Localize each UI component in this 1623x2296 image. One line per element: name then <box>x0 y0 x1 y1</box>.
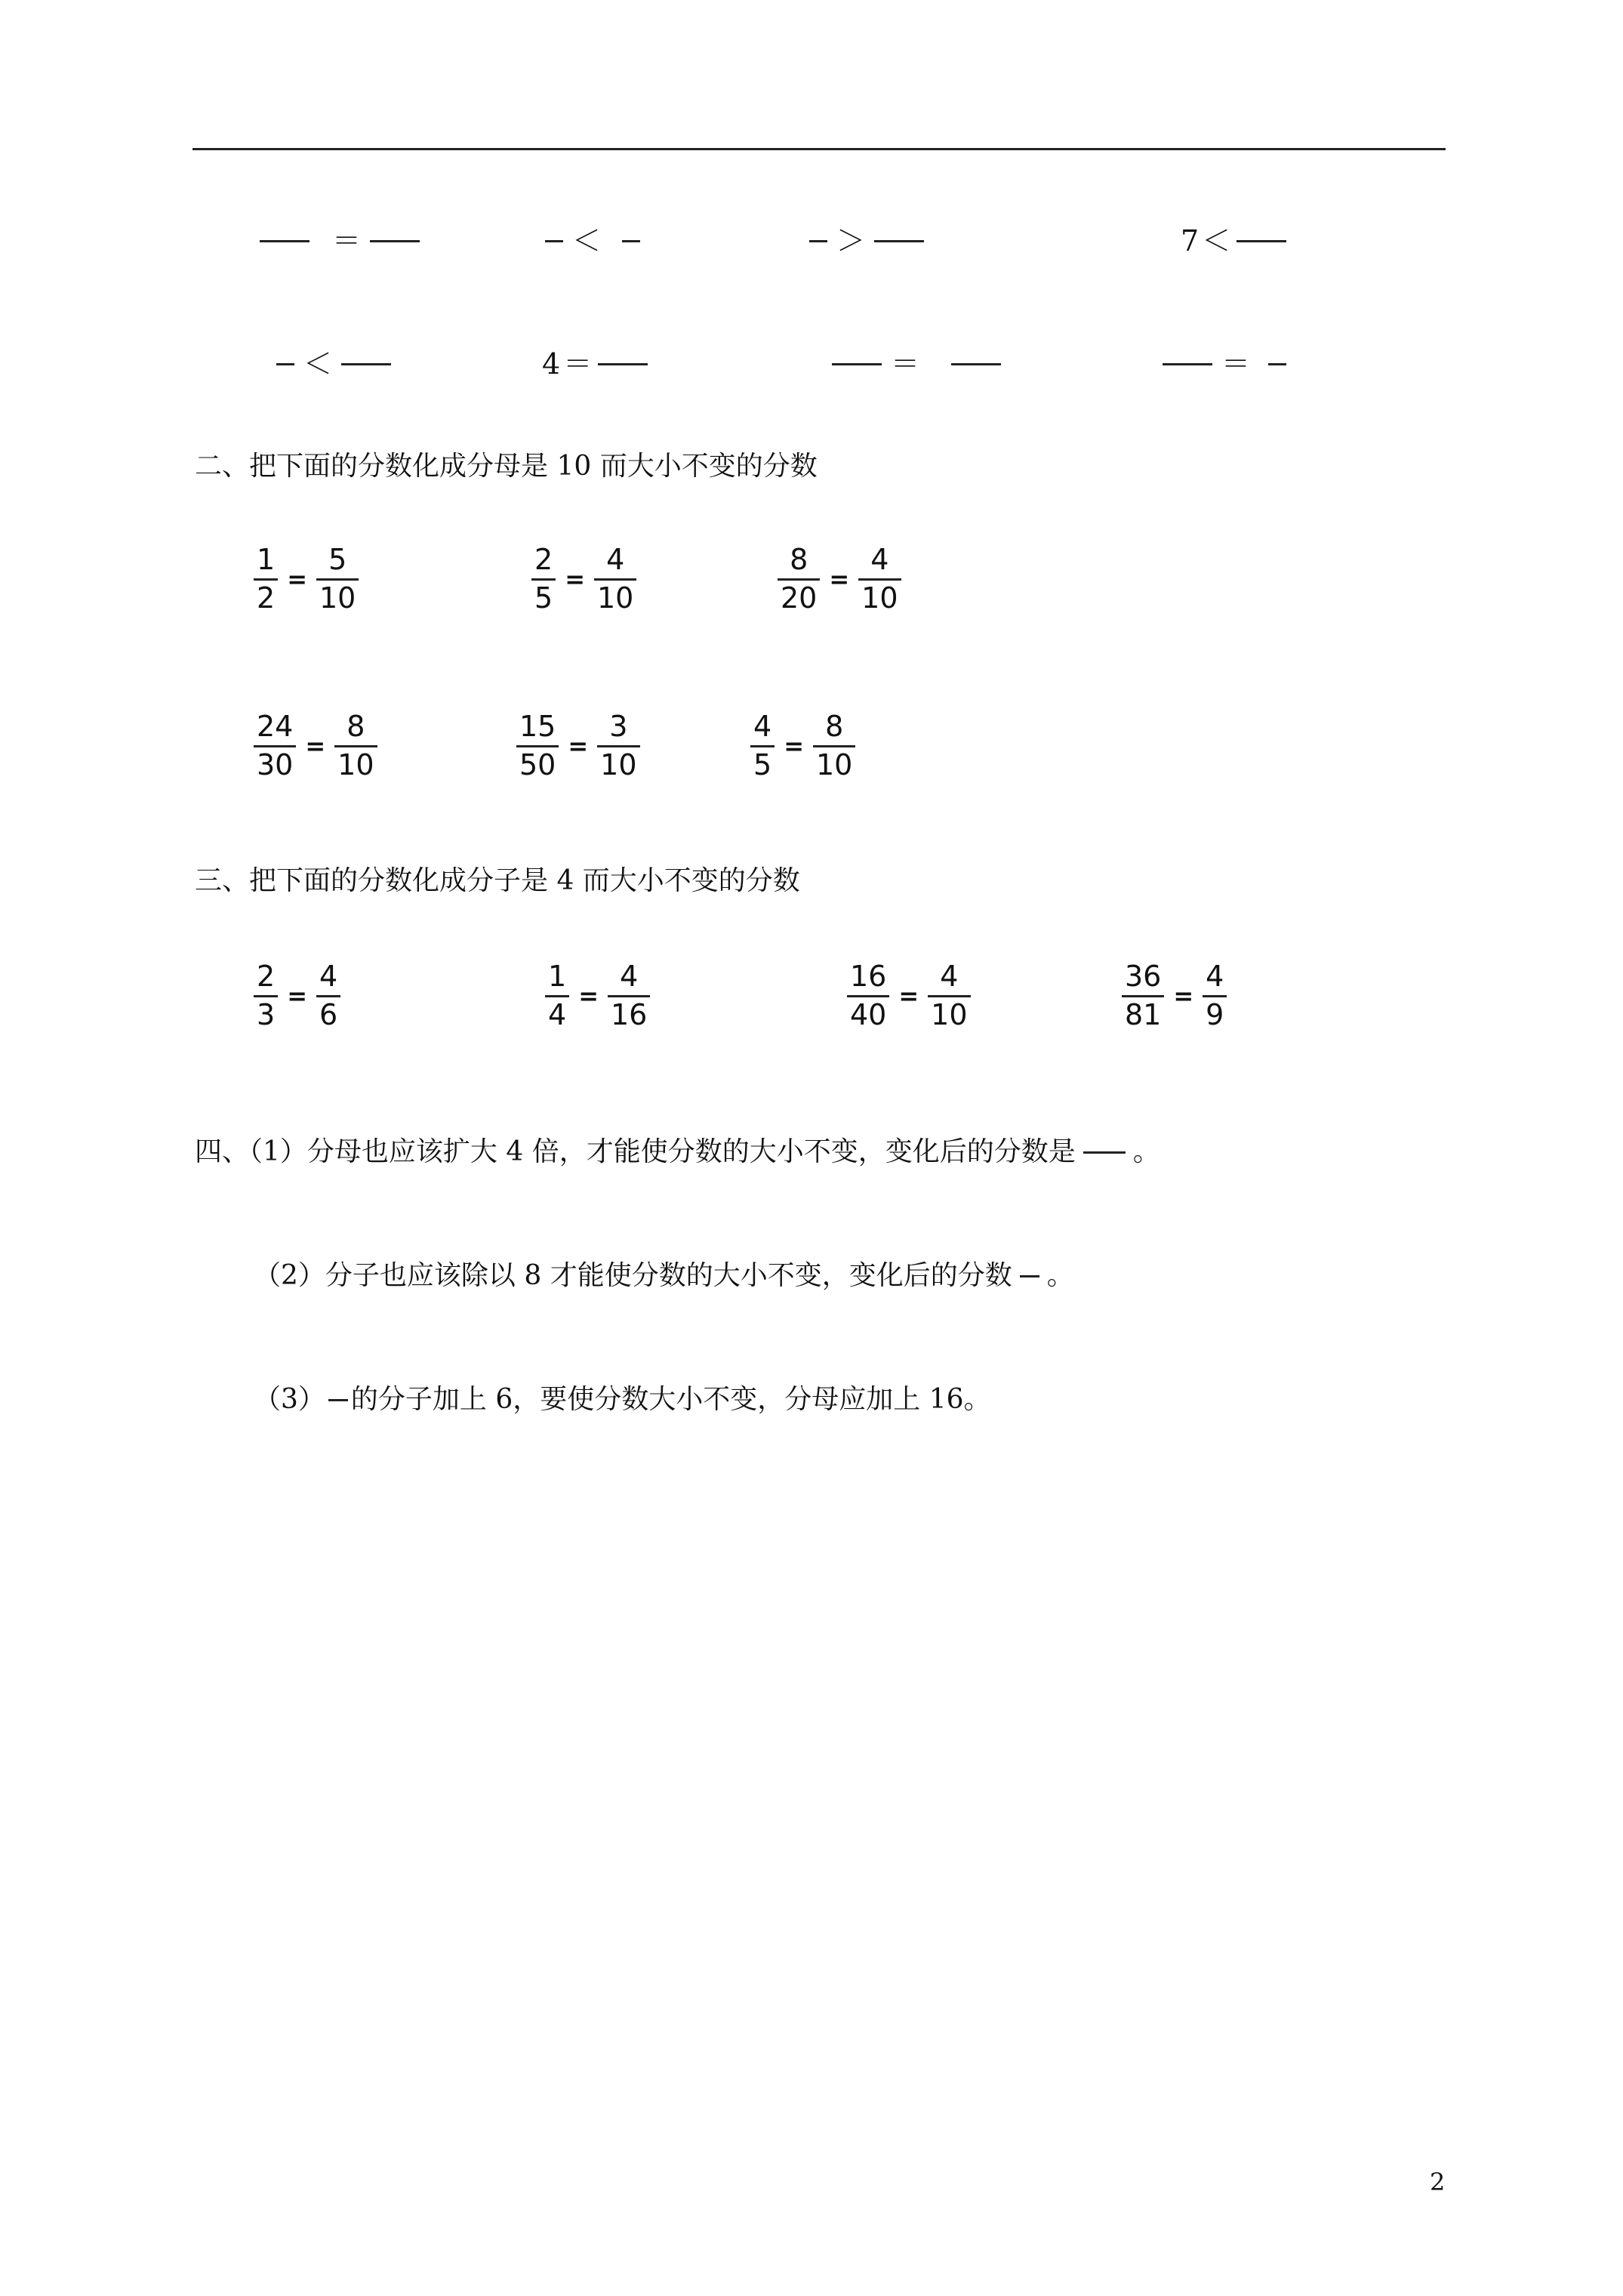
numerator: 4 <box>606 543 625 576</box>
item-text-end: 的分子加上 6，要使分数大小不变，分母应加上 16。 <box>350 1384 991 1415</box>
answer-blank <box>832 363 882 365</box>
fraction-equation <box>1122 962 1227 1031</box>
answer-blank <box>1083 1151 1126 1154</box>
header-rule <box>192 148 1446 150</box>
answer-blank <box>622 240 640 242</box>
comparison-1-1 <box>257 224 423 257</box>
denominator: 10 <box>337 747 374 781</box>
fraction-equation <box>778 545 901 614</box>
fraction-bar <box>254 995 278 997</box>
numerator: 2 <box>257 960 276 993</box>
numerator: 3 <box>609 710 628 743</box>
answer-blank <box>598 363 648 365</box>
fraction-equation <box>847 962 971 1031</box>
fraction-bar <box>254 745 296 747</box>
fraction <box>750 712 775 781</box>
denominator: 4 <box>548 997 567 1031</box>
numerator: 8 <box>346 710 365 743</box>
comparison-symbol: ＝ <box>332 224 362 257</box>
comparison-2-2 <box>542 347 651 381</box>
numerator: 15 <box>519 710 556 743</box>
answer-blank <box>1268 363 1286 365</box>
section-4-item-1 <box>195 1136 1160 1167</box>
denominator: 10 <box>319 581 356 615</box>
numerator: 1 <box>257 543 276 576</box>
comparison-1-4 <box>1181 224 1289 257</box>
fraction-equation <box>516 712 640 781</box>
answer-blank <box>370 240 420 242</box>
fraction-equation <box>545 962 650 1031</box>
numerator: 5 <box>328 543 347 576</box>
fraction-equation <box>254 545 359 614</box>
equals-sign: = <box>784 732 804 761</box>
answer-blank <box>1236 240 1286 242</box>
fraction <box>847 962 889 1031</box>
comparison-symbol: ＜ <box>1202 224 1231 257</box>
fraction <box>254 545 278 614</box>
denominator: 10 <box>861 581 898 615</box>
denominator: 40 <box>850 997 887 1031</box>
fraction <box>316 545 359 614</box>
fraction-bar <box>813 745 855 747</box>
fraction-bar <box>608 995 650 997</box>
fraction <box>334 712 377 781</box>
fraction-bar <box>531 578 556 581</box>
fraction <box>594 545 636 614</box>
answer-blank <box>874 240 924 242</box>
fraction <box>1203 962 1227 1031</box>
denominator: 10 <box>816 747 853 781</box>
fraction <box>545 962 569 1031</box>
denominator: 5 <box>534 581 553 615</box>
item-text: （3） <box>254 1384 325 1415</box>
denominator: 3 <box>257 997 276 1031</box>
fraction-equation <box>750 712 855 781</box>
equals-sign: = <box>287 982 307 1011</box>
denominator: 81 <box>1125 997 1162 1031</box>
fraction-bar <box>334 745 377 747</box>
answer-blank <box>341 363 391 365</box>
fraction <box>516 712 559 781</box>
answer-blank <box>809 240 827 242</box>
answer-blank <box>1163 363 1212 365</box>
numerator: 8 <box>790 543 808 576</box>
numerator: 4 <box>1206 960 1224 993</box>
comparison-value: 4 <box>542 347 561 381</box>
item-text-end: 。 <box>1046 1260 1074 1291</box>
denominator: 20 <box>781 581 818 615</box>
comparison-symbol: ＞ <box>836 224 866 257</box>
equals-sign: = <box>578 982 599 1011</box>
fraction-bar <box>1122 995 1164 997</box>
comparison-2-3 <box>829 347 1004 381</box>
numerator: 1 <box>548 960 567 993</box>
fraction-bar <box>316 995 340 997</box>
comparison-1-2 <box>542 224 643 257</box>
numerator: 16 <box>850 960 887 993</box>
denominator: 10 <box>597 581 634 615</box>
fraction-equation <box>254 962 340 1031</box>
comparison-2-4 <box>1160 347 1289 381</box>
comparison-1-3 <box>806 224 927 257</box>
numerator: 4 <box>870 543 889 576</box>
numerator: 4 <box>319 960 338 993</box>
item-text-end: 。 <box>1132 1136 1160 1167</box>
denominator: 2 <box>257 581 276 615</box>
answer-blank <box>1020 1275 1039 1277</box>
fraction-bar <box>858 578 901 581</box>
equals-sign: = <box>568 732 589 761</box>
fraction <box>608 962 650 1031</box>
answer-blank <box>951 363 1001 365</box>
denominator: 30 <box>257 747 294 781</box>
denominator: 6 <box>319 997 338 1031</box>
section-4-item-2 <box>254 1262 1074 1290</box>
fraction-bar <box>597 745 639 747</box>
item-text: （2）分子也应该除以 8 才能使分数的大小不变，变化后的分数 <box>254 1260 1012 1291</box>
fraction <box>531 545 556 614</box>
fraction-bar <box>847 995 889 997</box>
numerator: 8 <box>825 710 844 743</box>
comparison-value: 7 <box>1181 224 1200 257</box>
answer-blank <box>260 240 310 242</box>
equals-sign: = <box>829 565 850 594</box>
comparison-symbol: ＝ <box>1221 347 1251 381</box>
item-text: 四、（1）分母也应该扩大 4 倍，才能使分数的大小不变，变化后的分数是 <box>195 1136 1076 1167</box>
page-number: 2 <box>1430 2168 1446 2196</box>
equals-sign: = <box>1173 982 1194 1011</box>
equals-sign: = <box>898 982 919 1011</box>
fraction-bar <box>254 578 278 581</box>
fraction <box>813 712 855 781</box>
fraction-bar <box>516 745 559 747</box>
equals-sign: = <box>565 565 585 594</box>
comparison-symbol: ＝ <box>563 347 593 381</box>
section-2-heading: 二、把下面的分数化成分母是 10 而大小不变的分数 <box>195 451 818 482</box>
numerator: 4 <box>753 710 772 743</box>
fraction <box>858 545 901 614</box>
fraction-bar <box>594 578 636 581</box>
section-3-heading: 三、把下面的分数化成分子是 4 而大小不变的分数 <box>195 865 800 896</box>
denominator: 10 <box>931 997 968 1031</box>
denominator: 5 <box>753 747 772 781</box>
fraction-equation <box>254 712 377 781</box>
fraction-equation <box>531 545 636 614</box>
equals-sign: = <box>305 732 326 761</box>
denominator: 16 <box>611 997 648 1031</box>
equals-sign: = <box>287 565 307 594</box>
numerator: 4 <box>940 960 959 993</box>
answer-blank <box>545 240 563 242</box>
section-4-item-3 <box>254 1386 991 1413</box>
answer-blank <box>276 363 294 365</box>
fraction-bar <box>778 578 820 581</box>
fraction <box>316 962 340 1031</box>
numerator: 24 <box>257 710 294 743</box>
fraction <box>928 962 970 1031</box>
denominator: 50 <box>519 747 556 781</box>
denominator: 10 <box>600 747 637 781</box>
denominator: 9 <box>1206 997 1224 1031</box>
numerator: 2 <box>534 543 553 576</box>
fraction-bar <box>1203 995 1227 997</box>
comparison-symbol: ＜ <box>303 347 333 381</box>
fraction <box>597 712 639 781</box>
numerator: 4 <box>620 960 639 993</box>
fraction-bar <box>928 995 970 997</box>
fraction-bar <box>750 745 775 747</box>
numerator: 36 <box>1125 960 1162 993</box>
comparison-symbol: ＜ <box>572 224 602 257</box>
comparison-2-1 <box>273 347 394 381</box>
fraction-bar <box>545 995 569 997</box>
fraction-bar <box>316 578 359 581</box>
fraction <box>254 712 296 781</box>
fraction <box>778 545 820 614</box>
fraction <box>1122 962 1164 1031</box>
comparison-symbol: ＝ <box>891 347 920 381</box>
answer-blank <box>328 1399 348 1401</box>
fraction <box>254 962 278 1031</box>
